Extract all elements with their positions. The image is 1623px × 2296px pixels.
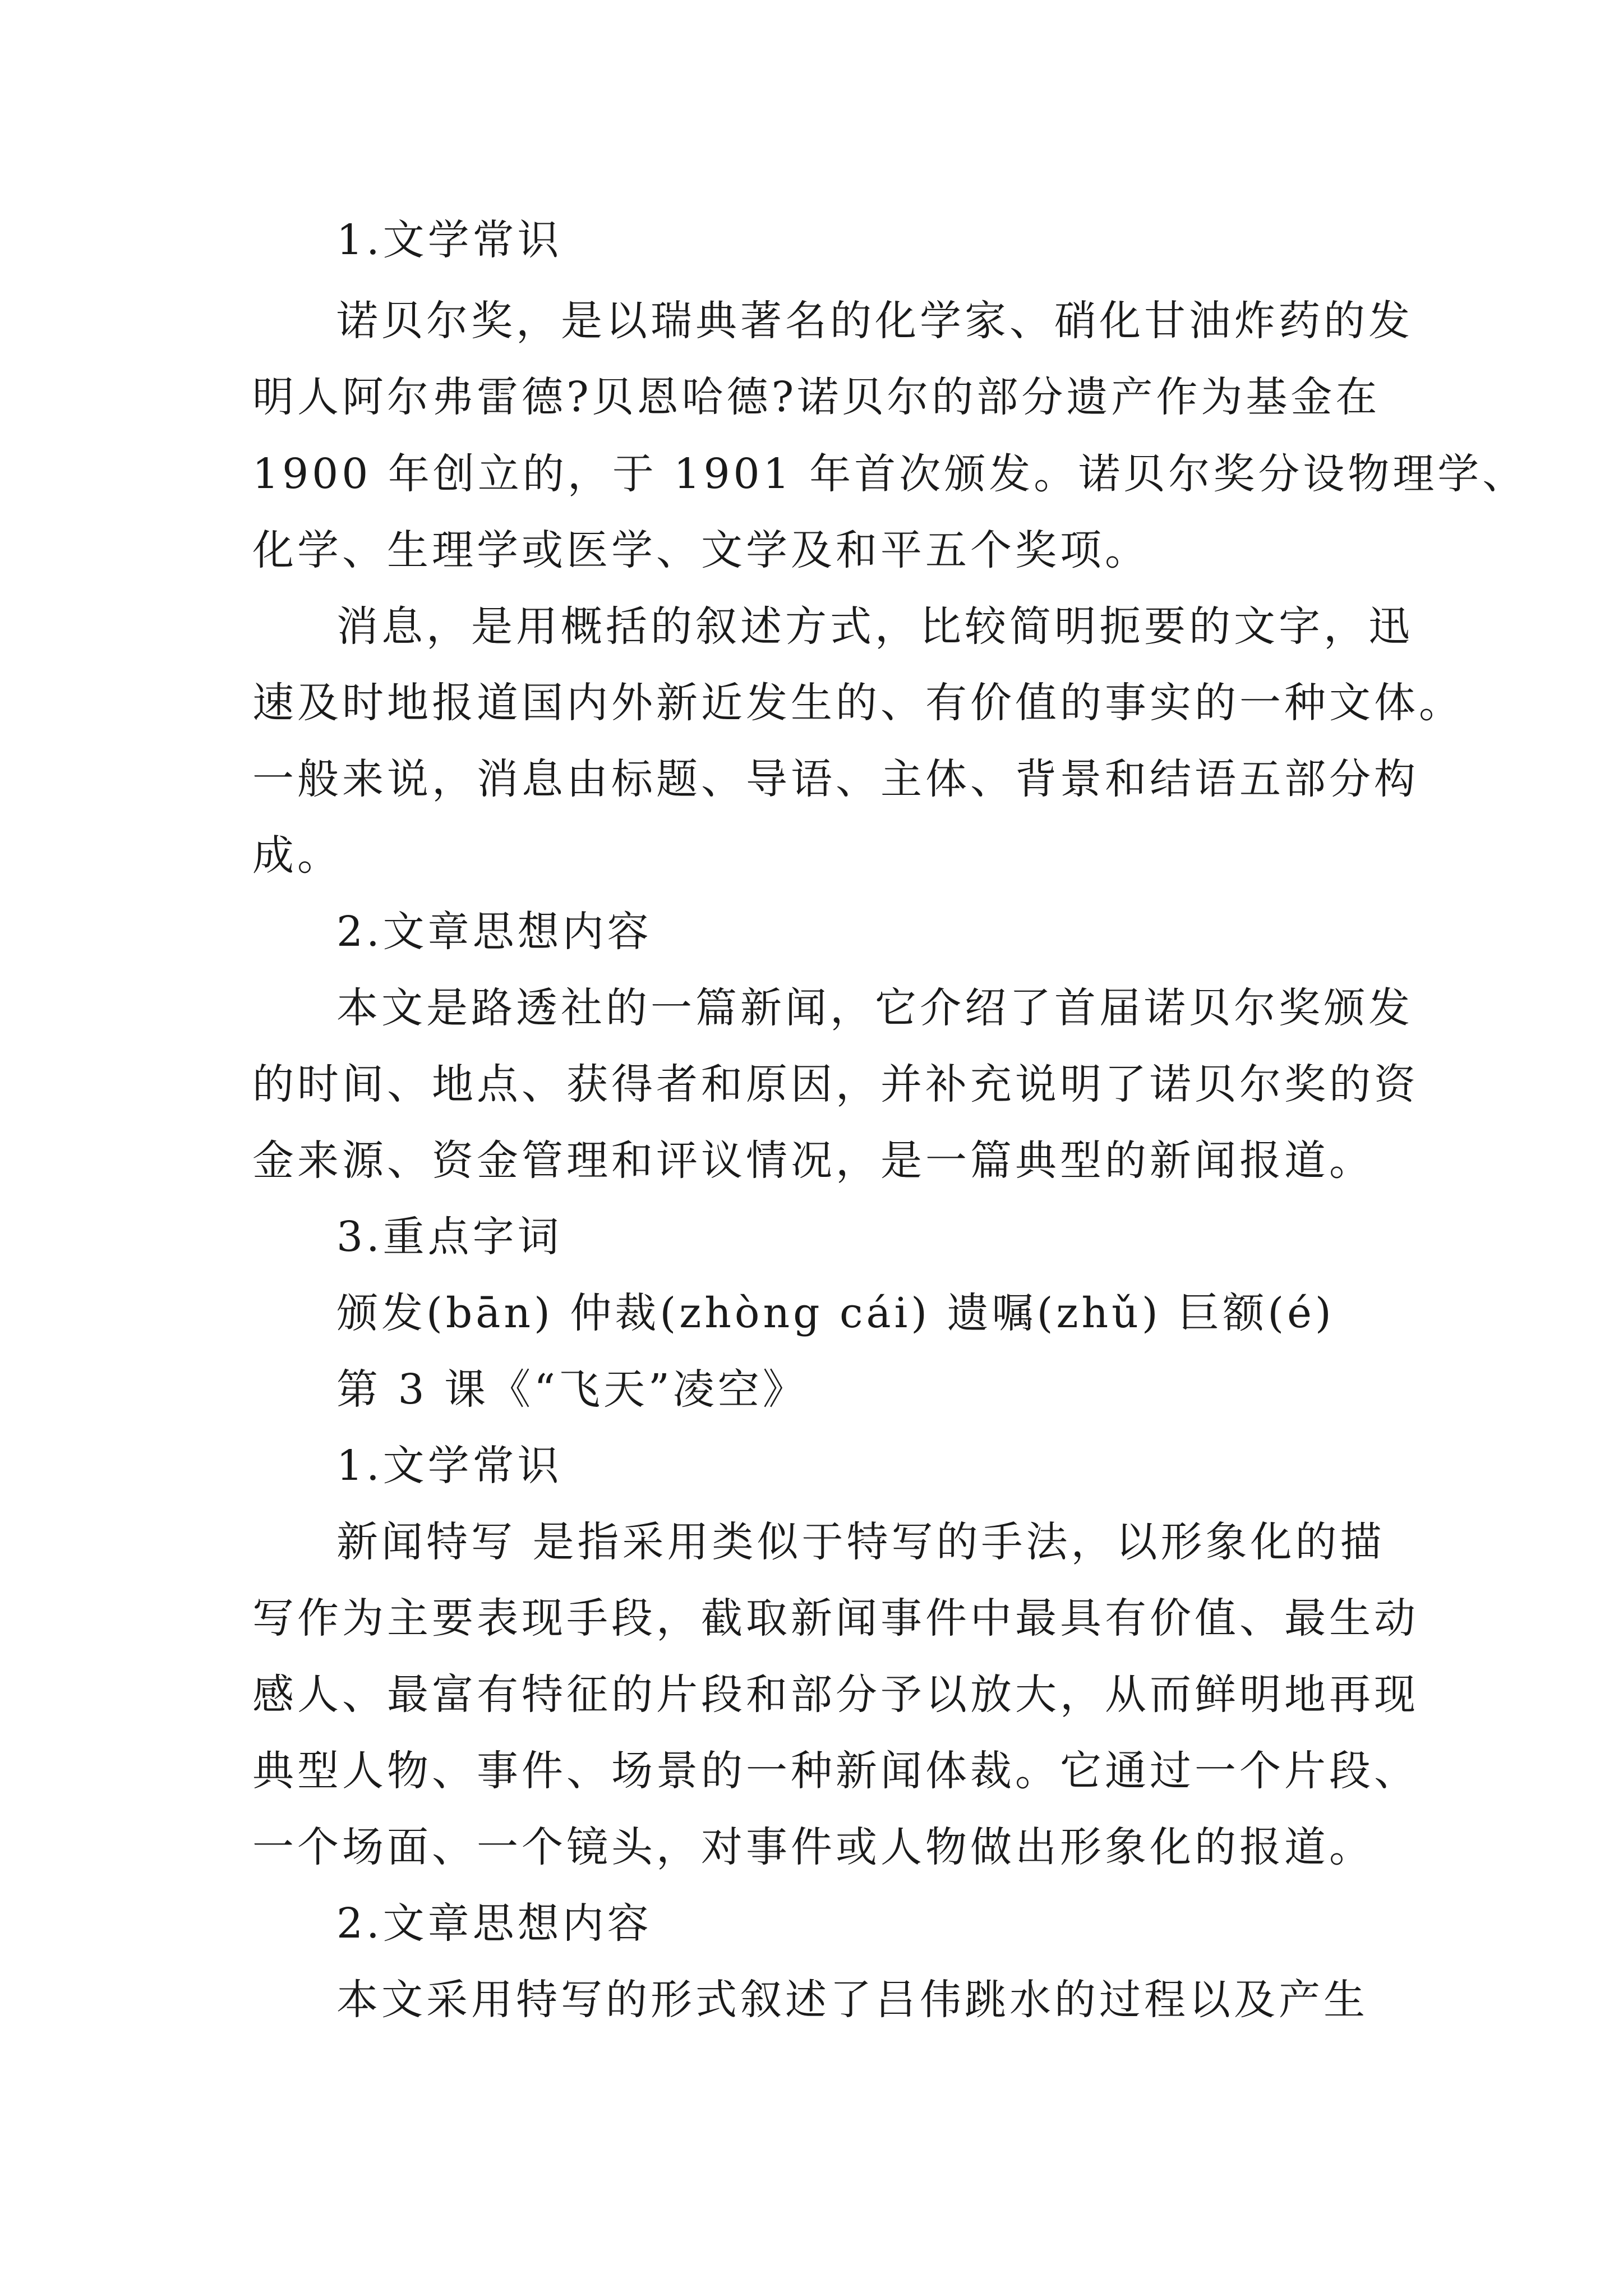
heading-literary-knowledge: 1.文学常识 bbox=[336, 216, 562, 264]
paragraph-line: 成。 bbox=[252, 831, 342, 880]
heading-key-words: 3.重点字词 bbox=[336, 1213, 562, 1261]
paragraph-line: 本文采用特写的形式叙述了吕伟跳水的过程以及产生 bbox=[336, 1976, 1368, 2024]
heading-article-content: 2.文章思想内容 bbox=[336, 908, 652, 956]
paragraph-line: 典型人物、事件、场景的一种新闻体裁。它通过一个片段、 bbox=[252, 1747, 1419, 1795]
paragraph-line: 写作为主要表现手段，截取新闻事件中最具有价值、最生动 bbox=[252, 1594, 1419, 1642]
paragraph-line: 金来源、资金管理和评议情况，是一篇典型的新闻报道。 bbox=[252, 1137, 1374, 1185]
paragraph-line: 消息，是用概括的叙述方式，比较简明扼要的文字，迅 bbox=[336, 602, 1413, 651]
paragraph-line: 1900 年创立的，于 1901 年首次颁发。诺贝尔奖分设物理学、 bbox=[252, 450, 1528, 498]
key-words-line: 颁发(bān) 仲裁(zhòng cái) 遗嘱(zhǔ) 巨额(é) bbox=[336, 1289, 1335, 1337]
paragraph-line: 感人、最富有特征的片段和部分予以放大，从而鲜明地再现 bbox=[252, 1671, 1419, 1719]
heading-article-content: 2.文章思想内容 bbox=[336, 1899, 652, 1948]
paragraph-line: 的时间、地点、获得者和原因，并补充说明了诺贝尔奖的资 bbox=[252, 1060, 1419, 1108]
paragraph-line: 化学、生理学或医学、文学及和平五个奖项。 bbox=[252, 526, 1150, 574]
paragraph-line: 新闻特写 是指采用类似于特写的手法，以形象化的描 bbox=[336, 1518, 1385, 1566]
paragraph-line: 速及时地报道国内外新近发生的、有价值的事实的一种文体。 bbox=[252, 679, 1464, 727]
paragraph-line: 一个场面、一个镜头，对事件或人物做出形象化的报道。 bbox=[252, 1823, 1374, 1871]
paragraph-line: 明人阿尔弗雷德?贝恩哈德?诺贝尔的部分遗产作为基金在 bbox=[252, 373, 1381, 421]
paragraph-line: 诺贝尔奖，是以瑞典著名的化学家、硝化甘油炸药的发 bbox=[336, 297, 1413, 345]
paragraph-line: 一般来说，消息由标题、导语、主体、背景和结语五部分构 bbox=[252, 755, 1419, 803]
lesson-title: 第 3 课《“飞天”凌空》 bbox=[336, 1365, 808, 1414]
heading-literary-knowledge: 1.文学常识 bbox=[336, 1442, 562, 1490]
paragraph-line: 本文是路透社的一篇新闻，它介绍了首届诺贝尔奖颁发 bbox=[336, 984, 1413, 1032]
